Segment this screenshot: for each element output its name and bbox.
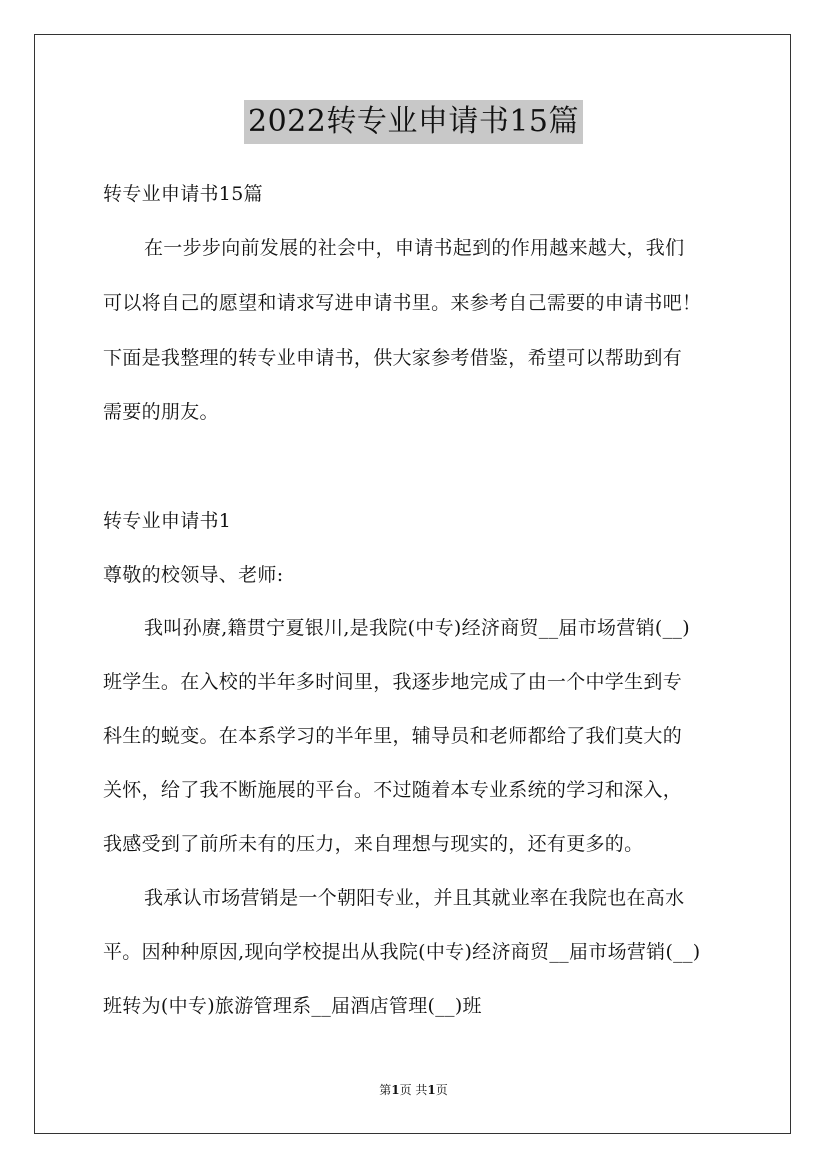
paragraph-line: 关怀，给了我不断施展的平台。不过随着本专业系统的学习和深入， [103,779,683,801]
intro-line: 在一步步向前发展的社会中，申请书起到的作用越来越大，我们 [144,237,685,259]
page-label-mid: 页 共 [399,1083,428,1097]
page-total: 1 [427,1083,436,1097]
paragraph-line: 我感受到了前所未有的压力，来自理想与现实的，还有更多的。 [103,833,644,855]
intro-line: 可以将自己的愿望和请求写进申请书里。来参考自己需要的申请书吧！ [103,292,702,314]
section-heading: 转专业申请书1 [103,510,232,532]
paragraph-line: 科生的蜕变。在本系学习的半年里，辅导员和老师都给了我们莫大的 [103,725,683,747]
document-title-wrap [0,100,827,144]
page-label-suffix: 页 [435,1083,448,1097]
intro-line: 下面是我整理的转专业申请书，供大家参考借鉴，希望可以帮助到有 [103,347,683,369]
salutation: 尊敬的校领导、老师: [103,564,284,586]
page-footer [0,1082,827,1098]
page-label-prefix: 第 [379,1083,392,1097]
paragraph-line: 平。因种种原因,现向学校提出从我院(中专)经济商贸__届市场营销(__) [103,941,701,963]
document-title: 2022转专业申请书15篇 [244,100,583,144]
subtitle: 转专业申请书15篇 [103,183,263,205]
page-number: 1 [391,1083,400,1097]
paragraph-line: 我叫孙赓,籍贯宁夏银川,是我院(中专)经济商贸__届市场营销(__) [144,617,690,639]
intro-line: 需要的朋友。 [103,401,219,423]
paragraph-line: 班学生。在入校的半年多时间里，我逐步地完成了由一个中学生到专 [103,671,683,693]
paragraph-line: 班转为(中专)旅游管理系__届酒店管理(__)班 [103,995,482,1017]
paragraph-line: 我承认市场营销是一个朝阳专业，并且其就业率在我院也在高水 [144,887,685,909]
